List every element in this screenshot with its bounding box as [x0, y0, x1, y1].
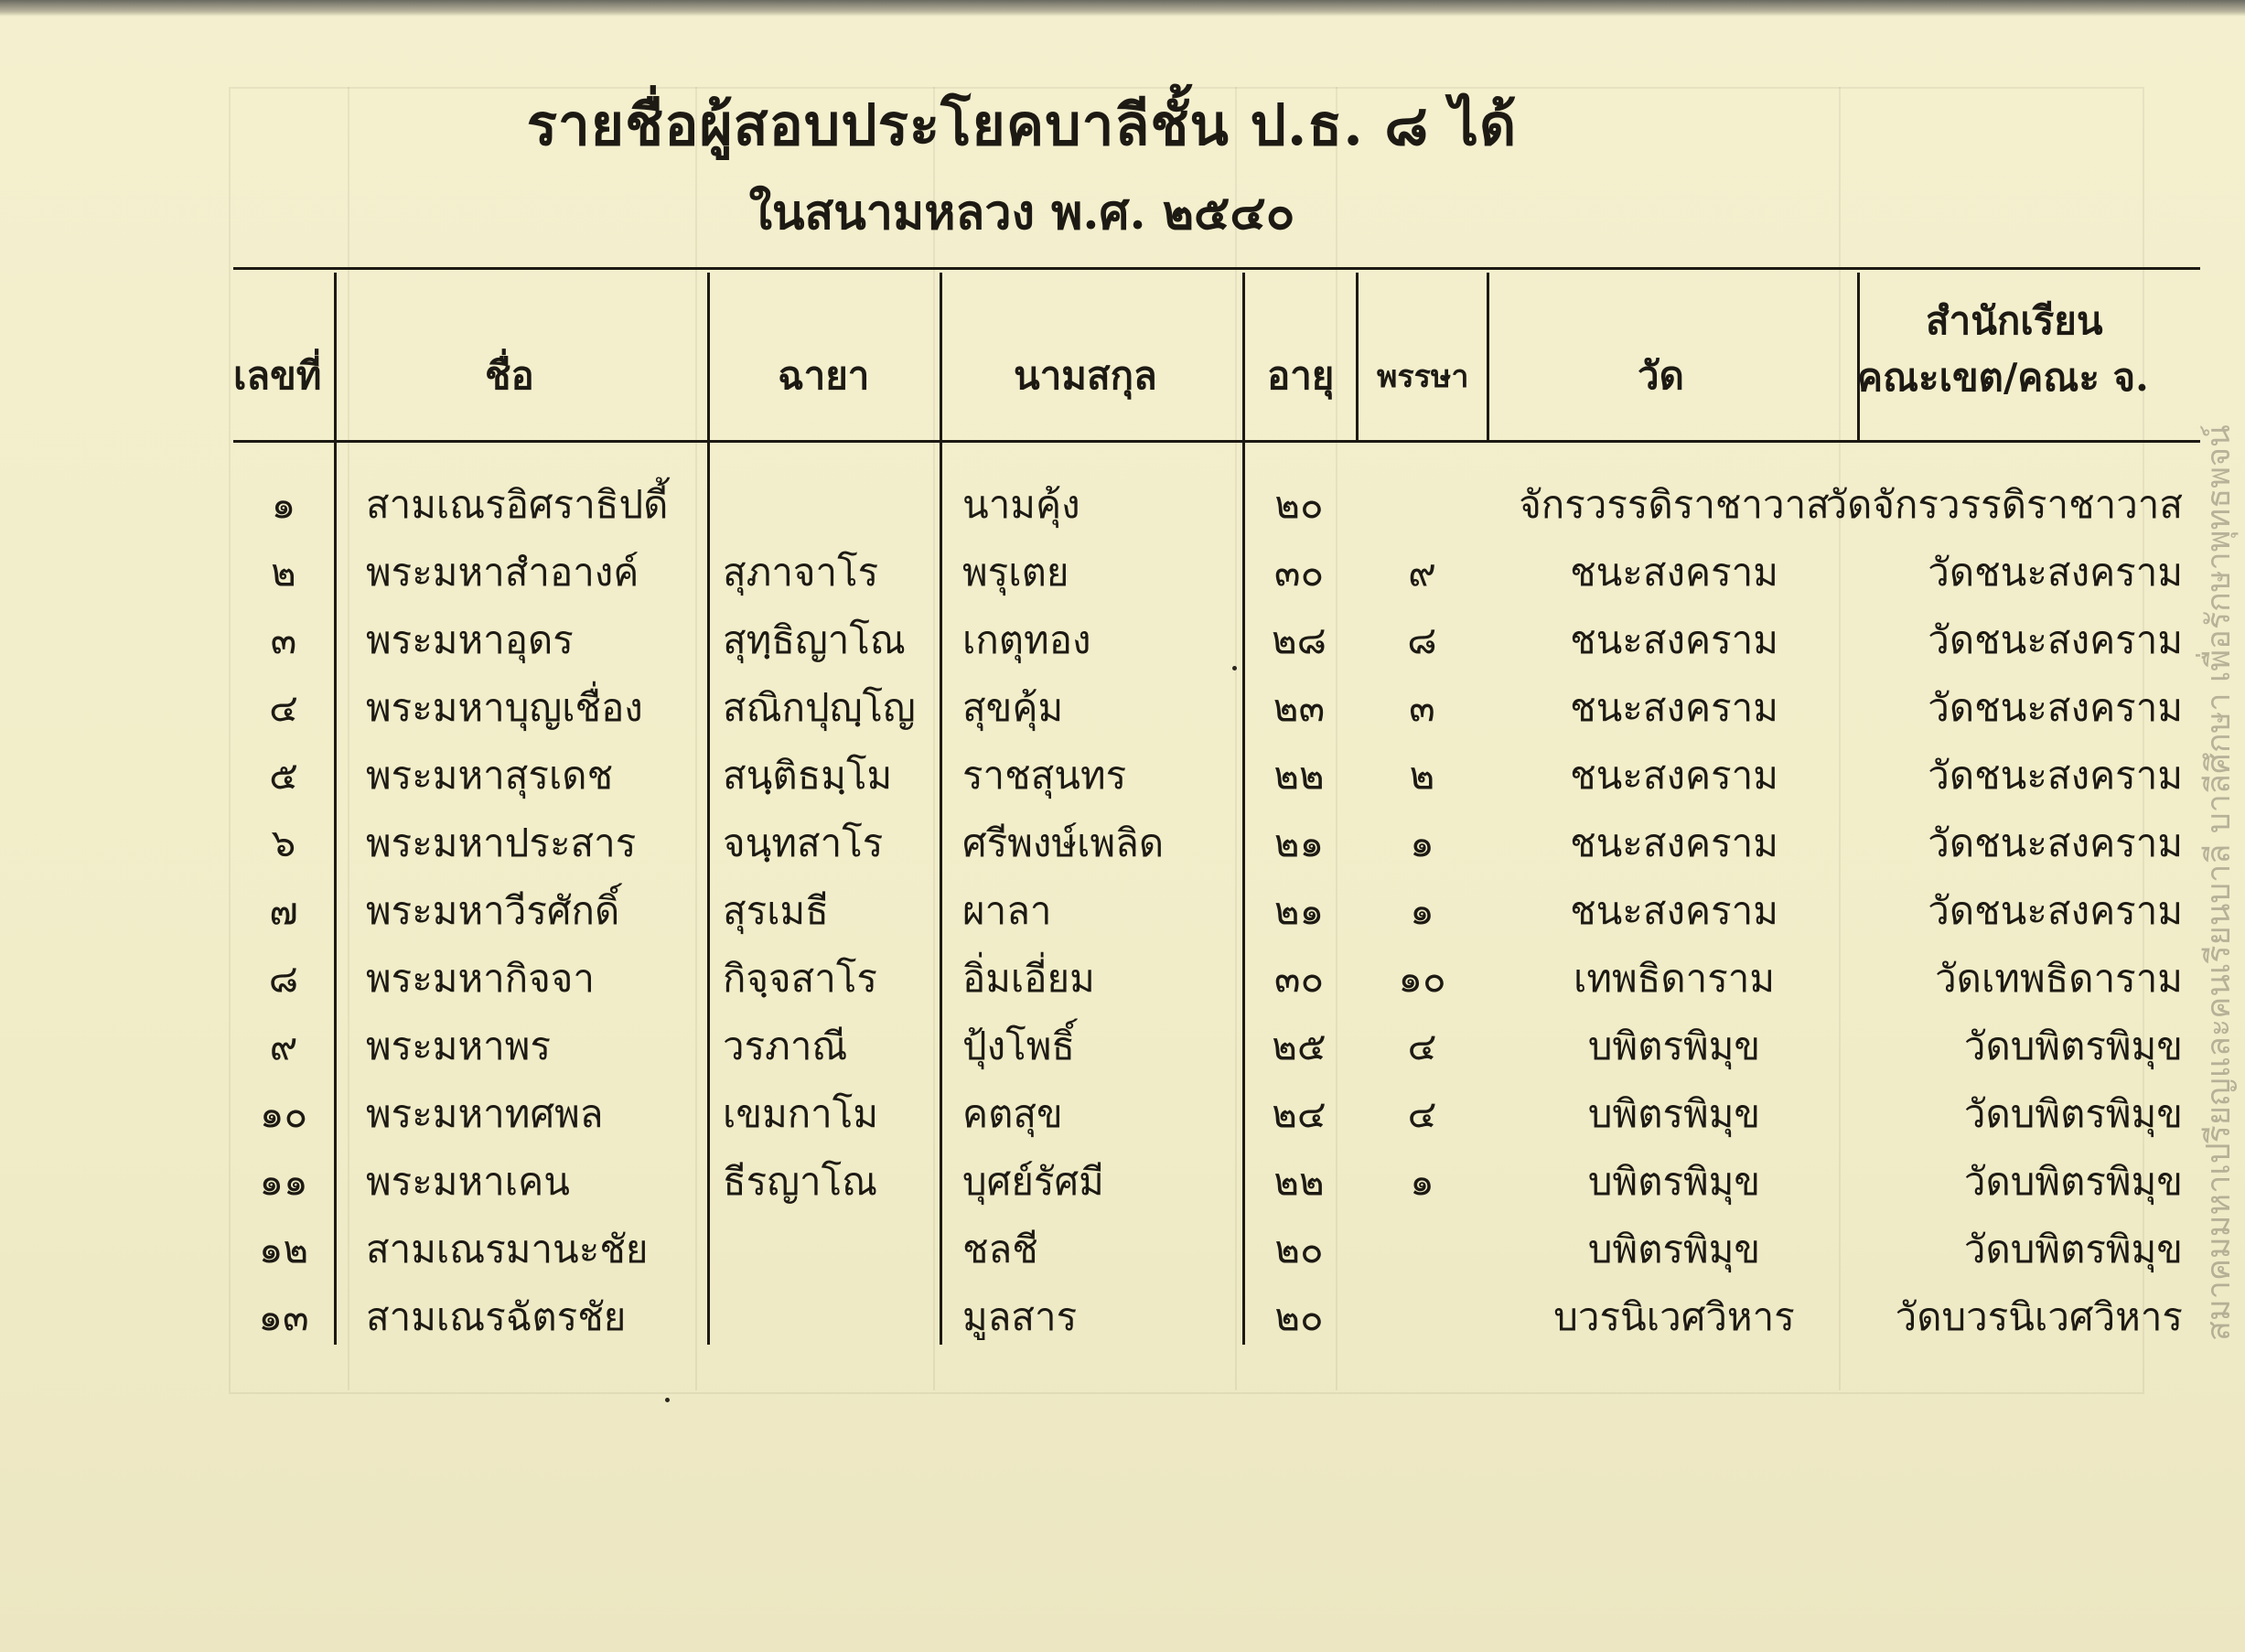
row-wat: ชนะสงคราม: [1570, 685, 1778, 730]
row-alias: สณิกปุญฺโญ: [723, 685, 916, 730]
row-alias: ธีรญาโณ: [723, 1159, 878, 1204]
row-age: ๒๒: [1273, 1159, 1325, 1204]
row-wat: ชนะสงคราม: [1570, 888, 1778, 933]
row-pansa: ๓: [1409, 685, 1435, 730]
row-wat: จักรวรรดิราชาวาส: [1519, 482, 1830, 527]
row-surname: ปุ้งโพธิ์: [962, 1024, 1076, 1068]
row-pansa: ๔: [1407, 1024, 1437, 1068]
row-alias: สุภาจาโร: [723, 550, 879, 595]
row-wat: ชนะสงคราม: [1570, 753, 1778, 798]
row-surname: ราชสุนทร: [962, 753, 1127, 798]
row-number: ๑๐: [259, 1091, 308, 1136]
row-wat: ชนะสงคราม: [1570, 550, 1778, 595]
table-row: [0, 1216, 2245, 1283]
row-surname: คตสุข: [962, 1091, 1063, 1136]
row-number: ๑: [271, 482, 296, 527]
row-wat: บพิตรพิมุข: [1587, 1159, 1761, 1204]
row-surname: อิ่มเอี่ยม: [962, 956, 1095, 1001]
row-age: ๒๓: [1273, 685, 1326, 730]
header-wat: วัด: [1638, 353, 1684, 398]
row-alias: จนฺทสาโร: [723, 821, 884, 865]
row-pansa: ๑: [1410, 888, 1434, 933]
row-name: พระมหาทศพล: [366, 1091, 604, 1136]
row-number: ๘: [268, 956, 299, 1001]
header-age: อายุ: [1267, 353, 1335, 398]
row-alias: สนฺติธมฺโม: [723, 753, 893, 798]
row-age: ๒๑: [1273, 888, 1325, 933]
header-surname: นามสกุล: [1014, 353, 1157, 398]
row-age: ๒๐: [1274, 482, 1324, 527]
row-school: วัดชนะสงคราม: [1928, 617, 2183, 662]
row-age: ๒๔: [1272, 1091, 1327, 1136]
row-name: พระมหาวีรศักดิ์: [366, 888, 620, 933]
row-pansa: ๒: [1409, 753, 1435, 798]
row-wat: บพิตรพิมุข: [1587, 1227, 1761, 1271]
ink-speck: [665, 1398, 670, 1402]
table-row: [0, 1080, 2245, 1148]
table-row: [0, 606, 2245, 674]
row-number: ๑๓: [258, 1294, 309, 1339]
row-name: พระมหาบุญเชื่อง: [366, 685, 643, 730]
row-school: วัดเทพธิดาราม: [1935, 956, 2183, 1001]
row-name: พระมหาเคน: [366, 1159, 570, 1204]
row-alias: วรภาณี: [723, 1024, 848, 1068]
row-name: พระมหาอุดร: [366, 617, 574, 662]
row-name: พระมหาสุรเดช: [366, 753, 614, 798]
row-age: ๒๑: [1273, 821, 1325, 865]
row-wat: เทพธิดาราม: [1573, 956, 1776, 1001]
table-row: [0, 1148, 2245, 1216]
row-name: พระมหาสำอางค์: [366, 550, 639, 595]
row-number: ๓: [270, 617, 297, 662]
row-alias: สุทฺธิญาโณ: [723, 617, 906, 662]
table-row: [0, 742, 2245, 810]
row-number: ๖: [271, 821, 296, 865]
row-pansa: ๙: [1408, 550, 1436, 595]
page-title: รายชื่อผู้สอบประโยคบาลีชั้น ป.ธ. ๘ ได้: [526, 91, 1518, 158]
row-alias: สุรเมธี: [723, 888, 829, 933]
table-header-rule: [233, 440, 2200, 443]
row-number: ๒: [271, 550, 296, 595]
row-name: สามเณรฉัตรชัย: [366, 1294, 627, 1339]
row-name: พระมหาพร: [366, 1024, 552, 1068]
row-number: ๔: [269, 685, 298, 730]
header-name: ชื่อ: [485, 353, 534, 398]
row-pansa: ๑๐: [1398, 956, 1446, 1001]
column-divider: [1487, 273, 1489, 440]
row-alias: กิจฺจสาโร: [723, 956, 877, 1001]
row-age: ๒๕: [1272, 1024, 1327, 1068]
row-name: สามเณรมานะชัย: [366, 1227, 649, 1271]
header-school-line2: คณะเขต/คณะ จ.: [1857, 355, 2149, 400]
row-school: วัดชนะสงคราม: [1928, 685, 2183, 730]
row-school: วัดบพิตรพิมุข: [1963, 1159, 2183, 1204]
row-school: วัดชนะสงคราม: [1928, 821, 2183, 865]
row-wat: ชนะสงคราม: [1570, 617, 1778, 662]
row-school: วัดชนะสงคราม: [1928, 888, 2183, 933]
table-row: [0, 877, 2245, 945]
row-surname: สุขคุ้ม: [962, 685, 1064, 730]
header-school-line1: สำนักเรียน: [1926, 298, 2103, 343]
row-age: ๒๐: [1274, 1294, 1324, 1339]
row-age: ๒๒: [1273, 753, 1325, 798]
row-school: วัดจักรวรรดิราชาวาส: [1825, 482, 2183, 527]
row-number: ๑๒: [258, 1227, 309, 1271]
row-number: ๙: [269, 1024, 298, 1068]
ink-speck: [1232, 666, 1237, 670]
row-school: วัดบพิตรพิมุข: [1963, 1024, 2183, 1068]
row-number: ๑๑: [259, 1159, 308, 1204]
row-school: วัดชนะสงคราม: [1928, 550, 2183, 595]
row-name: สามเณรอิศราธิปดี้: [366, 482, 669, 527]
row-surname: พรุเตย: [962, 550, 1069, 595]
row-surname: นามคุ้ง: [962, 482, 1080, 527]
table-row: [0, 945, 2245, 1013]
row-pansa: ๔: [1407, 1091, 1437, 1136]
header-no: เลขที่: [233, 353, 322, 398]
row-surname: บุศย์รัศมี: [962, 1159, 1104, 1204]
table-top-rule: [233, 267, 2200, 270]
row-surname: มูลสาร: [962, 1294, 1078, 1339]
row-pansa: ๑: [1410, 1159, 1434, 1204]
row-pansa: ๑: [1410, 821, 1434, 865]
watermark-text: สมาคมมหาเปรียญและคนเรียนบาลี บาลีศึกษา เพื่อรักษาพุทธพจน์: [2200, 424, 2238, 1341]
scan-edge: [0, 0, 2245, 16]
row-name: พระมหากิจจา: [366, 956, 595, 1001]
row-age: ๓๐: [1273, 550, 1325, 595]
row-wat: ชนะสงคราม: [1570, 821, 1778, 865]
row-surname: ผาลา: [962, 888, 1052, 933]
row-wat: บวรนิเวศวิหาร: [1553, 1294, 1795, 1339]
page-subtitle: ในสนามหลวง พ.ศ. ๒๕๔๐: [748, 185, 1295, 241]
row-number: ๕: [269, 753, 298, 798]
row-school: วัดชนะสงคราม: [1928, 753, 2183, 798]
table-row: [0, 810, 2245, 877]
row-pansa: ๘: [1407, 617, 1437, 662]
row-alias: เขมกาโม: [723, 1091, 879, 1136]
table-row: [0, 1013, 2245, 1080]
row-name: พระมหาประสาร: [366, 821, 637, 865]
header-alias: ฉายา: [778, 353, 870, 398]
row-age: ๒๐: [1274, 1227, 1324, 1271]
table-row: [0, 471, 2245, 539]
row-surname: เกตุทอง: [962, 617, 1091, 662]
row-surname: ชลชี: [962, 1227, 1038, 1271]
column-divider: [1356, 273, 1359, 440]
row-school: วัดบวรนิเวศวิหาร: [1895, 1294, 2183, 1339]
header-pansa: พรรษา: [1377, 359, 1469, 395]
table-row: [0, 674, 2245, 742]
table-row: [0, 539, 2245, 606]
row-number: ๗: [269, 888, 298, 933]
row-surname: ศรีพงษ์เพลิด: [962, 821, 1165, 865]
table-row: [0, 1283, 2245, 1351]
row-age: ๓๐: [1273, 956, 1325, 1001]
row-age: ๒๘: [1271, 617, 1327, 662]
row-school: วัดบพิตรพิมุข: [1963, 1091, 2183, 1136]
row-wat: บพิตรพิมุข: [1587, 1091, 1761, 1136]
row-school: วัดบพิตรพิมุข: [1963, 1227, 2183, 1271]
row-wat: บพิตรพิมุข: [1587, 1024, 1761, 1068]
